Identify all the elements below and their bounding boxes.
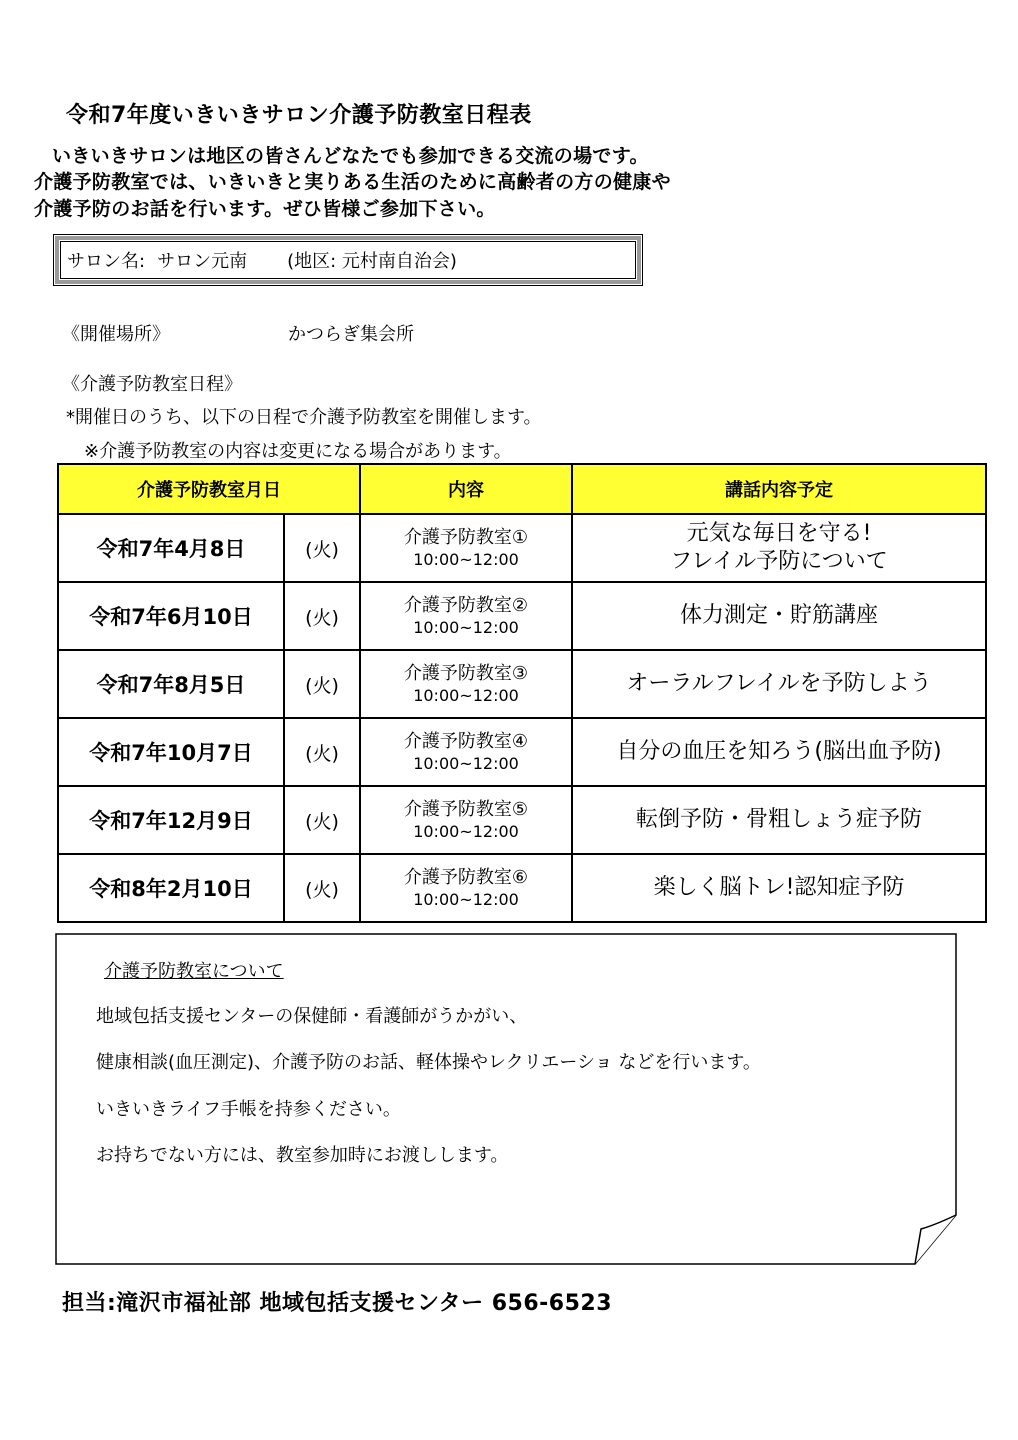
row-topic-line-1: オーラルフレイルを予防しよう xyxy=(626,671,932,696)
table-row xyxy=(58,786,986,854)
row-topic xyxy=(572,514,986,582)
row-class: 介護予防教室④ xyxy=(403,731,529,752)
row-topic-line-1: 自分の血圧を知ろう(脳出血予防) xyxy=(616,739,942,764)
row-topic-line-2: フレイル予防について xyxy=(670,549,888,574)
intro-line-3: 介護予防のお話を行います。ぜひ皆様ご参加下さい。 xyxy=(34,198,496,220)
row-content xyxy=(360,514,572,582)
about-line-4: お持ちでない方には、教室参加時にお渡しします。 xyxy=(96,1145,509,1166)
row-time: 10:00~12:00 xyxy=(413,822,519,841)
row-topic xyxy=(572,786,986,854)
salon-name-label: サロン名: xyxy=(67,251,146,272)
row-weekday: (火) xyxy=(284,854,360,922)
row-date: 令和7年12月9日 xyxy=(58,786,284,854)
row-class: 介護予防教室② xyxy=(403,595,529,616)
row-content xyxy=(360,650,572,718)
contact-footer: 担当:滝沢市福祉部 地域包括支援センター 656-6523 xyxy=(62,1291,613,1316)
row-date: 令和7年10月7日 xyxy=(58,718,284,786)
venue-value: かつらぎ集会所 xyxy=(288,324,414,345)
table-row xyxy=(58,854,986,922)
row-weekday: (火) xyxy=(284,514,360,582)
row-weekday: (火) xyxy=(284,786,360,854)
intro-line-2: 介護予防教室では、いきいきと実りある生活のために高齢者の方の健康や xyxy=(34,171,671,193)
row-topic-line-1: 元気な毎日を守る! xyxy=(686,521,872,546)
salon-name: サロン元南 xyxy=(157,251,248,272)
header-content: 内容 xyxy=(360,464,572,514)
row-weekday: (火) xyxy=(284,582,360,650)
salon-info-box xyxy=(53,234,643,286)
schedule-heading: 《介護予防教室日程》 xyxy=(62,374,242,395)
row-class: 介護予防教室③ xyxy=(403,663,529,684)
schedule-table xyxy=(57,463,987,923)
row-content xyxy=(360,786,572,854)
row-topic xyxy=(572,854,986,922)
row-date: 令和7年6月10日 xyxy=(58,582,284,650)
row-time: 10:00~12:00 xyxy=(413,550,519,569)
row-topic xyxy=(572,650,986,718)
table-header-row xyxy=(58,464,986,514)
table-row xyxy=(58,514,986,582)
row-content xyxy=(360,854,572,922)
row-topic xyxy=(572,582,986,650)
table-row xyxy=(58,650,986,718)
row-topic-line-1: 楽しく脳トレ!認知症予防 xyxy=(653,875,905,900)
row-time: 10:00~12:00 xyxy=(413,754,519,773)
schedule-note-2: ※介護予防教室の内容は変更になる場合があります。 xyxy=(84,441,512,462)
table-row xyxy=(58,582,986,650)
row-weekday: (火) xyxy=(284,650,360,718)
schedule-note-1: *開催日のうち、以下の日程で介護予防教室を開催します。 xyxy=(66,407,542,428)
header-date: 介護予防教室月日 xyxy=(58,464,360,514)
row-topic-line-1: 体力測定・貯筋講座 xyxy=(679,603,878,628)
salon-district: (地区: 元村南自治会) xyxy=(287,251,457,272)
venue-label: 《開催場所》 xyxy=(62,324,170,345)
about-title: 介護予防教室について xyxy=(104,961,284,982)
row-weekday: (火) xyxy=(284,718,360,786)
about-line-1: 地域包括支援センターの保健師・看護師がうかがい、 xyxy=(96,1006,528,1027)
row-topic-line-1: 転倒予防・骨粗しょう症予防 xyxy=(635,807,922,832)
row-date: 令和7年8月5日 xyxy=(58,650,284,718)
row-class: 介護予防教室① xyxy=(403,527,529,548)
row-time: 10:00~12:00 xyxy=(413,890,519,909)
table-row xyxy=(58,718,986,786)
row-content xyxy=(360,718,572,786)
row-topic xyxy=(572,718,986,786)
row-time: 10:00~12:00 xyxy=(413,618,519,637)
row-class: 介護予防教室⑤ xyxy=(403,799,529,820)
page-title: 令和7年度いきいきサロン介護予防教室日程表 xyxy=(66,103,532,128)
row-time: 10:00~12:00 xyxy=(413,686,519,705)
header-topic: 講話内容予定 xyxy=(572,464,986,514)
row-date: 令和7年4月8日 xyxy=(58,514,284,582)
intro-line-1: いきいきサロンは地区の皆さんどなたでも参加できる交流の場です。 xyxy=(52,145,649,167)
row-content xyxy=(360,582,572,650)
about-line-2: 健康相談(血圧測定)、介護予防のお話、軽体操やレクリエーショ などを行います。 xyxy=(96,1052,761,1073)
about-line-3: いきいきライフ手帳を持参ください。 xyxy=(96,1099,401,1120)
row-date: 令和8年2月10日 xyxy=(58,854,284,922)
row-class: 介護予防教室⑥ xyxy=(403,867,529,888)
